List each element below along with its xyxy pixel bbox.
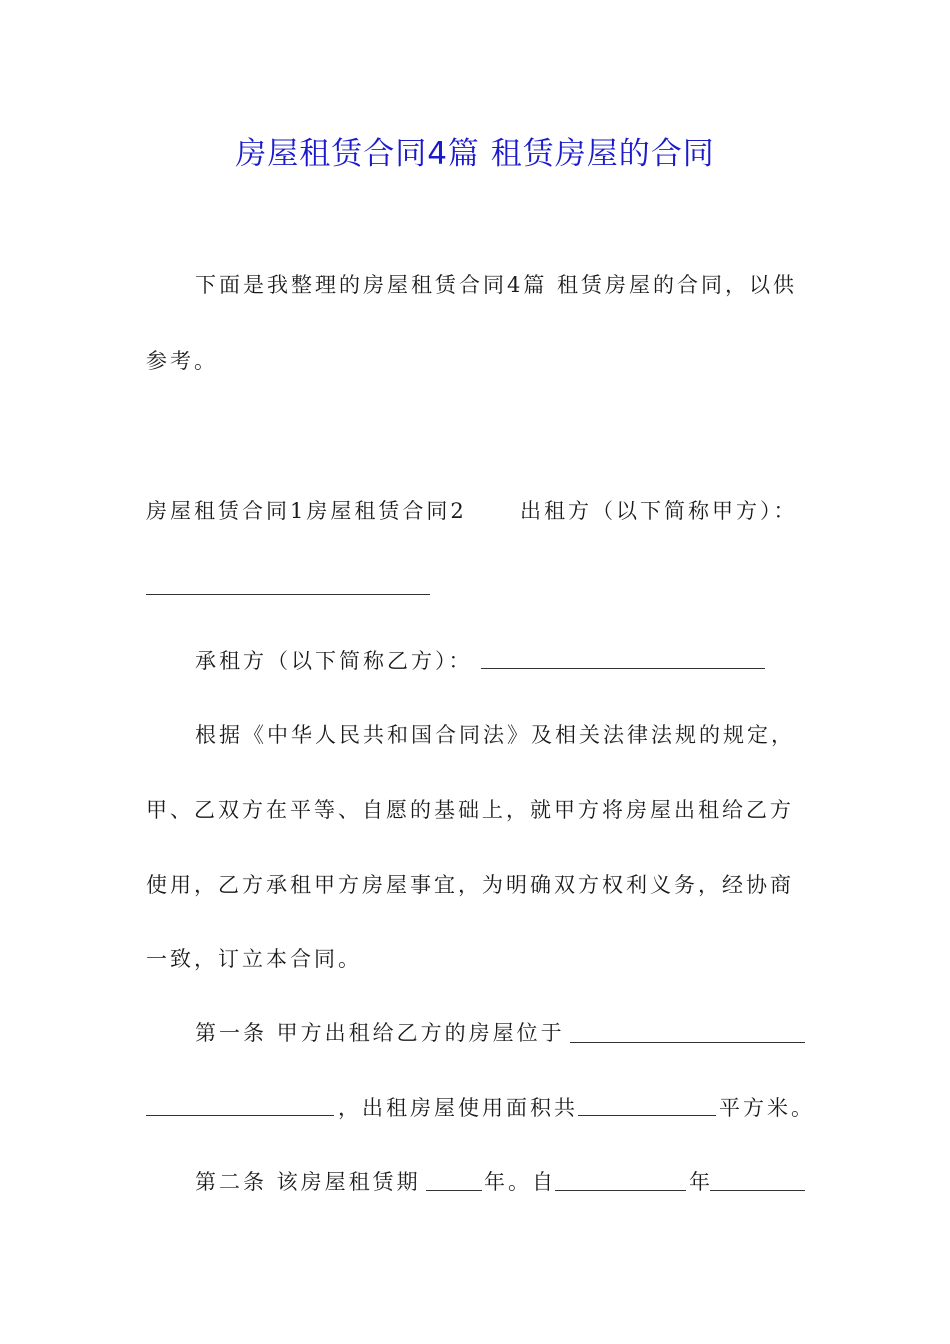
article-1-unit: 平方米。 [719,1096,815,1120]
location-blank-continued [146,1115,334,1116]
intro-line-1: 下面是我整理的房屋租赁合同4篇 租赁房屋的合同，以供 [195,273,798,297]
article-1-area-text: ，出租房屋使用面积共 [338,1096,578,1120]
start-year-blank [555,1190,686,1191]
article-2-year-text: 年 [689,1170,713,1194]
contract-heading: 房屋租赁合同1房屋租赁合同2 [146,499,467,523]
lessee-label: 承租方（以下简称乙方）： [195,649,473,673]
intro-line-2: 参考。 [146,349,218,373]
preamble-line-1: 根据《中华人民共和国合同法》及相关法律法规的规定， [195,723,795,747]
lessor-label: 出租方（以下简称甲方）： [520,499,798,523]
lessee-blank [481,668,765,669]
preamble-line-2: 甲、乙双方在平等、自愿的基础上，就甲方将房屋出租给乙方 [146,798,794,822]
start-month-blank [710,1190,805,1191]
term-years-blank [426,1190,482,1191]
article-2-line-1: 第二条 该房屋租赁期 [195,1170,421,1194]
document-title: 房屋租赁合同4篇 租赁房屋的合同 [235,136,715,172]
preamble-line-3: 使用，乙方承租甲方房屋事宜，为明确双方权利义务，经协商 [146,873,794,897]
article-1-line-1: 第一条 甲方出租给乙方的房屋位于 [195,1021,565,1045]
lessor-blank [146,594,430,595]
area-blank [578,1115,716,1116]
article-2-from-text: 年。自 [484,1170,556,1194]
preamble-line-4: 一致，订立本合同。 [146,947,362,971]
location-blank [570,1042,805,1043]
